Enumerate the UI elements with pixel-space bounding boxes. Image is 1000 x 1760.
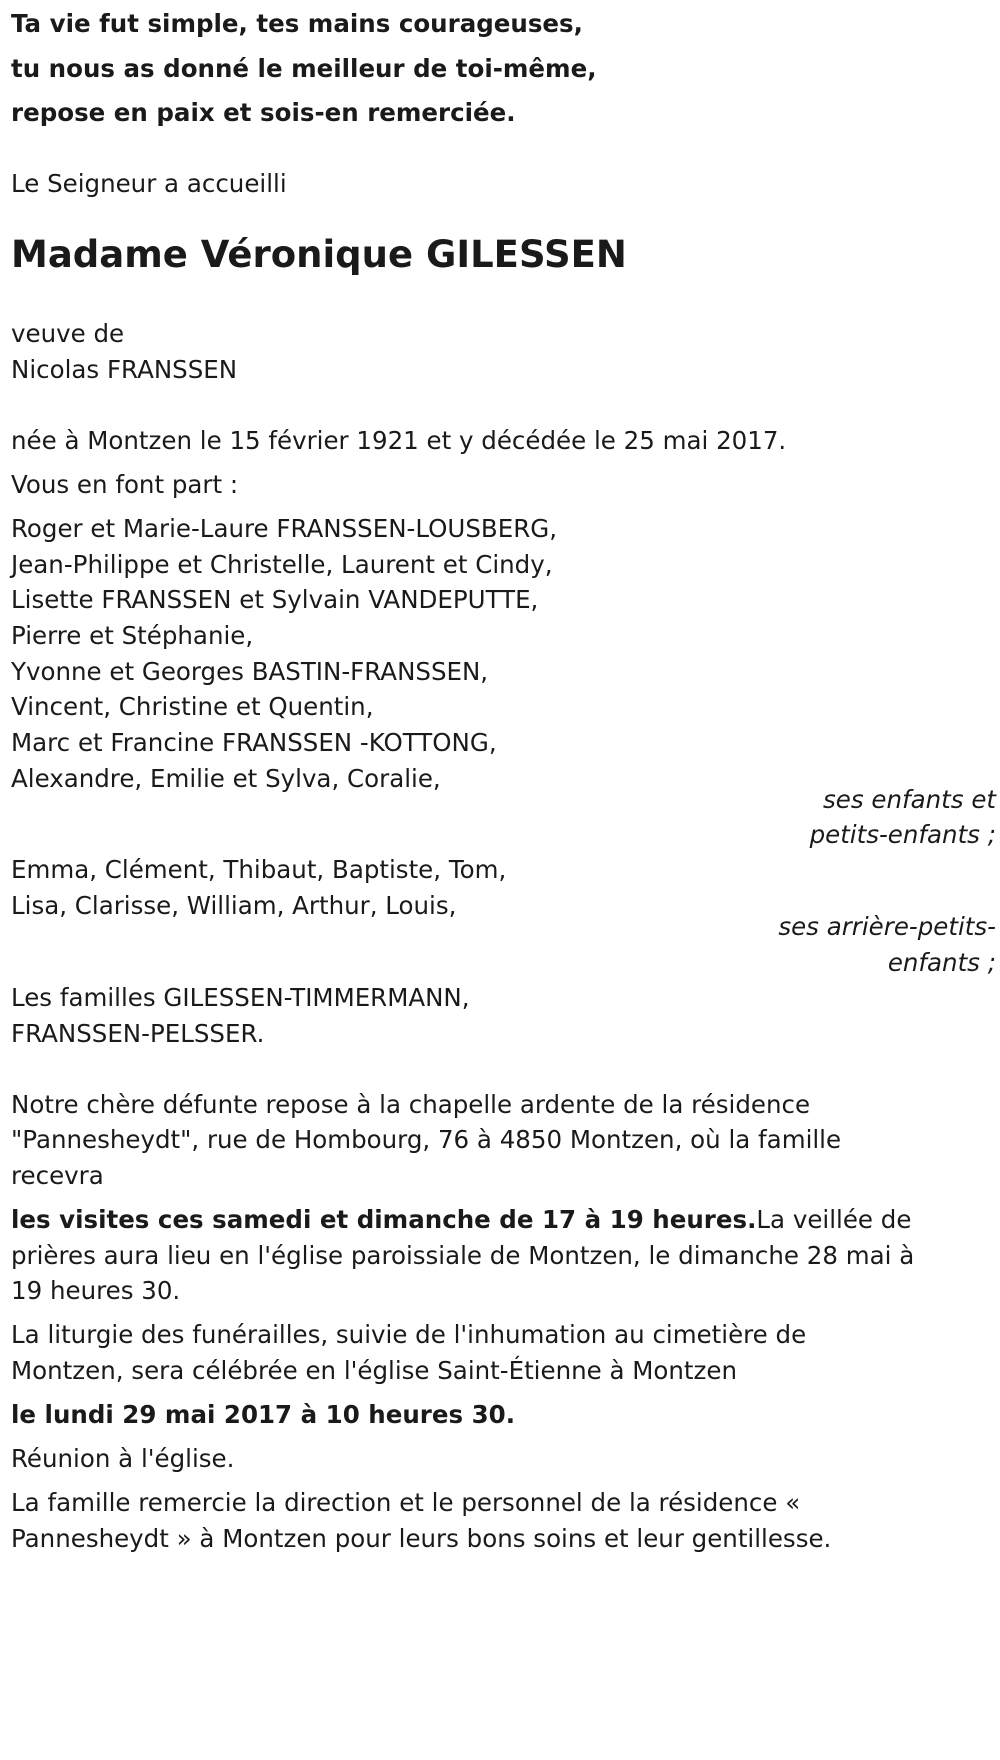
- vigil-text: prières aura lieu en l'église paroissiale de Montzen, le dimanche 28 mai à: [11, 1241, 915, 1270]
- poem-line: Ta vie fut simple, tes mains courageuses,: [11, 9, 583, 38]
- family-line: FRANSSEN-PELSSER.: [11, 1019, 265, 1048]
- poem-line: repose en paix et sois-en remerciée.: [11, 98, 516, 127]
- family-line: Jean-Philippe et Christelle, Laurent et Cindy,: [11, 550, 553, 579]
- family-line: Roger et Marie-Laure FRANSSEN-LOUSBERG,: [11, 514, 557, 543]
- great-grandchildren-role: enfants ;: [887, 948, 996, 977]
- family-line: Marc et Francine FRANSSEN -KOTTONG,: [11, 728, 497, 757]
- rest-text: recevra: [11, 1161, 104, 1190]
- family-line: Vincent, Christine et Quentin,: [11, 692, 374, 721]
- children-role: ses enfants et: [823, 785, 996, 814]
- announce-text: Vous en font part :: [11, 470, 239, 499]
- poem-line: tu nous as donné le meilleur de toi-même,: [11, 54, 597, 83]
- liturgy-text: La liturgie des funérailles, suivie de l'inhumation au cimetière de: [11, 1320, 807, 1349]
- rest-text: "Pannesheydt", rue de Hombourg, 76 à 4850 Montzen, où la famille: [11, 1125, 842, 1154]
- family-line: Lisette FRANSSEN et Sylvain VANDEPUTTE,: [11, 585, 539, 614]
- family-line: Emma, Clément, Thibaut, Baptiste, Tom,: [11, 855, 507, 884]
- liturgy-date: le lundi 29 mai 2017 à 10 heures 30.: [11, 1400, 516, 1429]
- family-line: Pierre et Stéphanie,: [11, 621, 254, 650]
- family-line: Alexandre, Emilie et Sylva, Coralie,: [11, 764, 441, 793]
- intro-text: Le Seigneur a accueilli: [11, 169, 287, 198]
- liturgy-text: Montzen, sera célébrée en l'église Saint-Étienne à Montzen: [11, 1356, 738, 1385]
- rest-text: Notre chère défunte repose à la chapelle ardente de la résidence: [11, 1090, 811, 1119]
- family-line: Les familles GILESSEN-TIMMERMANN,: [11, 983, 470, 1012]
- deceased-name: Madame Véronique GILESSEN: [11, 233, 627, 276]
- thanks-text: Pannesheydt » à Montzen pour leurs bons soins et leur gentillesse.: [11, 1524, 832, 1553]
- great-grandchildren-role: ses arrière-petits-: [778, 912, 996, 941]
- visits-paragraph: [11, 1200, 911, 1240]
- vigil-text: La veillée de: [756, 1205, 912, 1234]
- children-role: petits-enfants ;: [809, 820, 996, 849]
- meeting-text: Réunion à l'église.: [11, 1444, 235, 1473]
- birth-death-text: née à Montzen le 15 février 1921 et y décédée le 25 mai 2017.: [11, 426, 787, 455]
- spouse-name: Nicolas FRANSSEN: [11, 355, 238, 384]
- visits-bold: les visites ces samedi et dimanche de 17 à 19 heures.: [11, 1205, 757, 1234]
- family-line: Lisa, Clarisse, William, Arthur, Louis,: [11, 891, 457, 920]
- vigil-text: 19 heures 30.: [11, 1276, 181, 1305]
- thanks-text: La famille remercie la direction et le personnel de la résidence «: [11, 1488, 801, 1517]
- family-line: Yvonne et Georges BASTIN-FRANSSEN,: [11, 657, 489, 686]
- widow-of-label: veuve de: [11, 319, 125, 348]
